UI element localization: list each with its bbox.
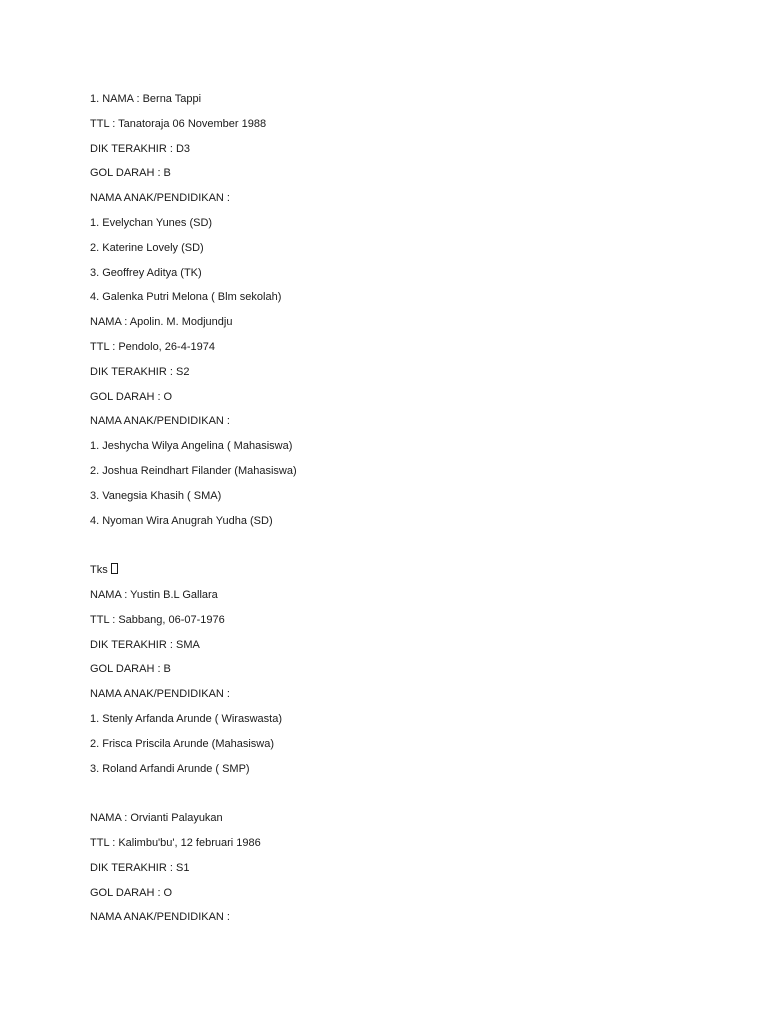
text-line: NAMA ANAK/PENDIDIKAN : bbox=[90, 688, 230, 701]
text-line: TTL : Pendolo, 26-4-1974 bbox=[90, 340, 215, 353]
text-line: NAMA : Orvianti Palayukan bbox=[90, 812, 223, 825]
text-line: DIK TERAKHIR : SMA bbox=[90, 638, 200, 651]
text-line: 4. Galenka Putri Melona ( Blm sekolah) bbox=[90, 291, 282, 304]
text-line: 1. Evelychan Yunes (SD) bbox=[90, 216, 213, 229]
text-line: NAMA : Yustin B.L Gallara bbox=[90, 588, 218, 601]
text-line: GOL DARAH : O bbox=[90, 886, 173, 899]
text-line: 3. Vanegsia Khasih ( SMA) bbox=[90, 489, 222, 502]
text-line: 3. Roland Arfandi Arunde ( SMP) bbox=[90, 762, 250, 775]
text-line: TTL : Sabbang, 06-07-1976 bbox=[90, 613, 225, 626]
text-line: TTL : Tanatoraja 06 November 1988 bbox=[90, 117, 267, 130]
text-line: DIK TERAKHIR : S1 bbox=[90, 861, 190, 874]
text-line: 3. Geoffrey Aditya (TK) bbox=[90, 266, 202, 279]
text-line: 4. Nyoman Wira Anugrah Yudha (SD) bbox=[90, 514, 273, 527]
text-line: NAMA ANAK/PENDIDIKAN : bbox=[90, 911, 230, 924]
text-line: 1. Jeshycha Wilya Angelina ( Mahasiswa) bbox=[90, 440, 293, 453]
text-line: 2. Katerine Lovely (SD) bbox=[90, 241, 204, 254]
blank-line bbox=[90, 784, 710, 809]
text-line: 1. Stenly Arfanda Arunde ( Wiraswasta) bbox=[90, 712, 282, 725]
blank-line bbox=[90, 536, 710, 561]
text-line: GOL DARAH : B bbox=[90, 663, 171, 676]
closing-text: Tks bbox=[90, 564, 108, 577]
text-line: TTL : Kalimbu'bu', 12 februari 1986 bbox=[90, 836, 261, 849]
document-page bbox=[90, 90, 710, 933]
text-line: DIK TERAKHIR : S2 bbox=[90, 365, 190, 378]
text-line: NAMA ANAK/PENDIDIKAN : bbox=[90, 415, 230, 428]
tofu-box-icon bbox=[111, 563, 118, 574]
text-line: NAMA : Apolin. M. Modjundju bbox=[90, 316, 233, 329]
text-line: 1. NAMA : Berna Tappi bbox=[90, 93, 202, 105]
text-line: 2. Frisca Priscila Arunde (Mahasiswa) bbox=[90, 737, 275, 750]
text-line: 2. Joshua Reindhart Filander (Mahasiswa) bbox=[90, 464, 297, 477]
text-line: DIK TERAKHIR : D3 bbox=[90, 142, 191, 155]
closing-line bbox=[90, 561, 710, 586]
text-line: NAMA ANAK/PENDIDIKAN : bbox=[90, 192, 230, 205]
text-line: GOL DARAH : O bbox=[90, 390, 173, 403]
text-line: GOL DARAH : B bbox=[90, 167, 171, 180]
